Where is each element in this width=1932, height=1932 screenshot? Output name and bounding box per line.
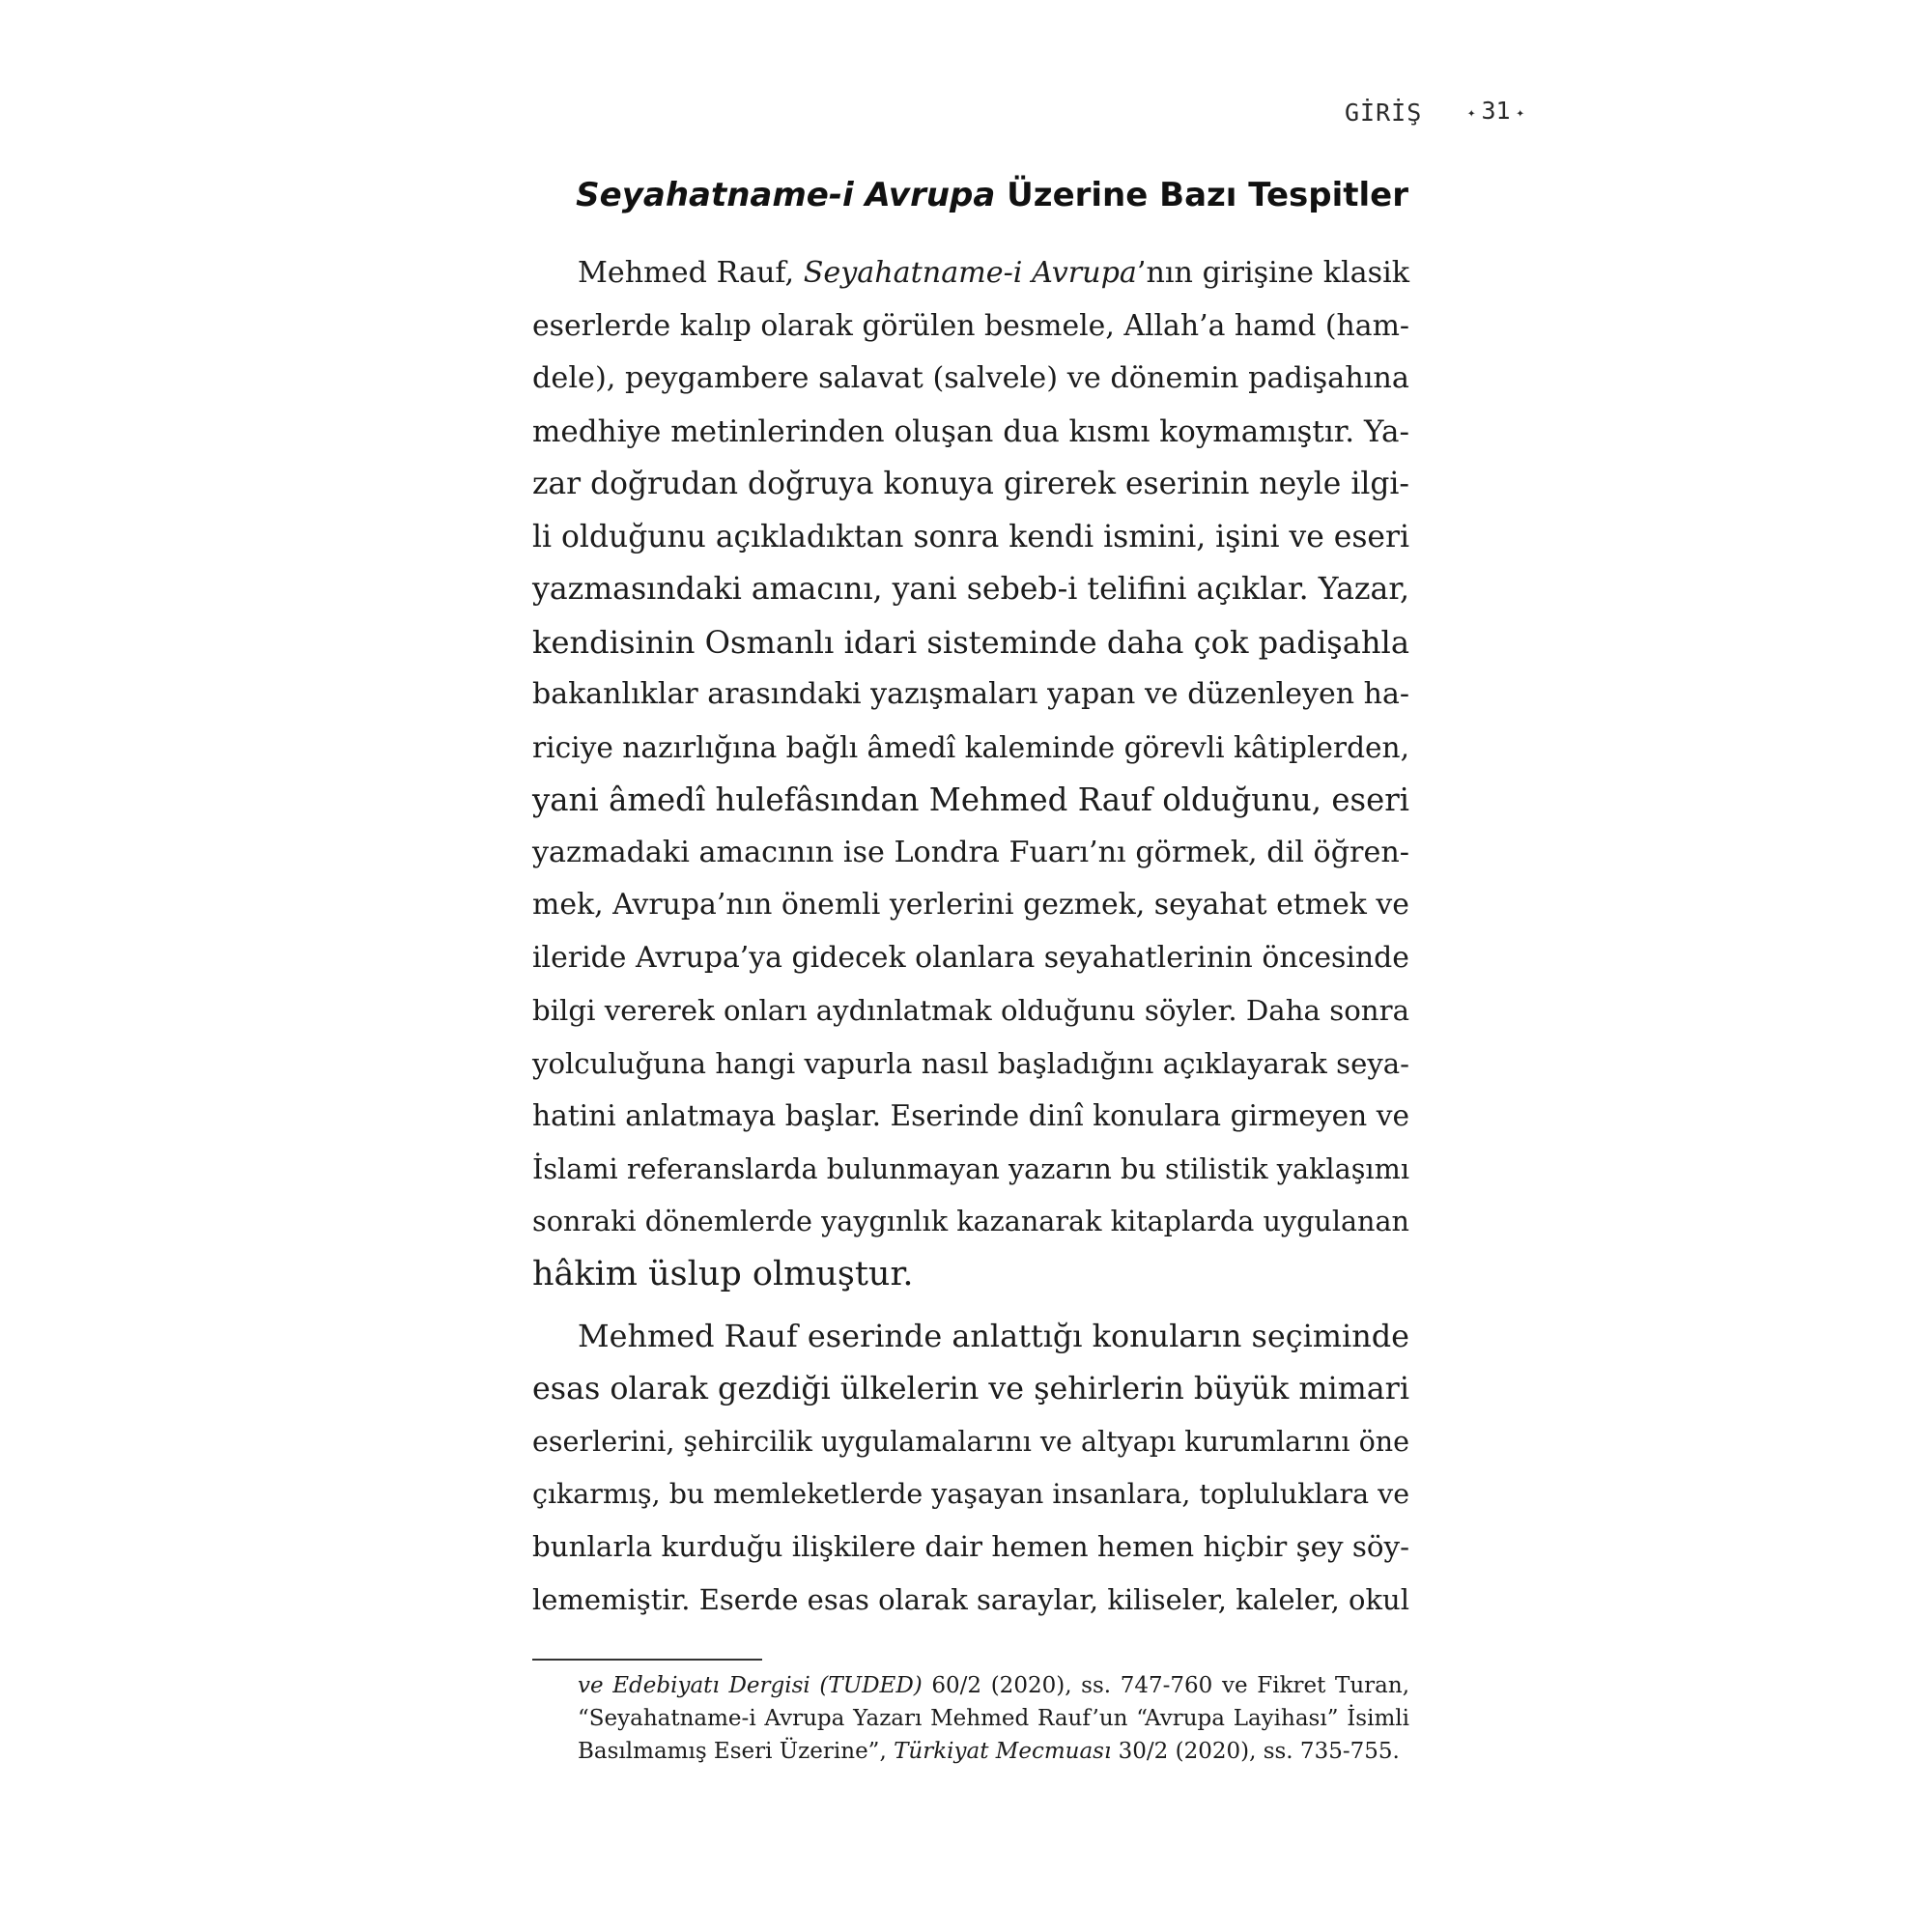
text-line: yolculuğuna hangi vapurla nasıl başladığını açıklayarak seya- (532, 1046, 1409, 1080)
footnote-line (578, 1669, 1409, 1702)
text-line: mek, Avrupa’nın önemli yerlerini gezmek, seyahat etmek ve (532, 888, 1409, 922)
text-line: İslami referanslarda bulunmayan yazarın bu stilistik yaklaşımı (532, 1151, 1409, 1185)
text-line (532, 247, 1409, 300)
footnote (578, 1669, 1409, 1768)
ornament-star-icon: ✦ (1516, 105, 1524, 121)
text-segment: Basılmamış Eseri Üzerine”, (578, 1739, 895, 1764)
paragraph-2 (532, 1310, 1409, 1626)
footnote-line (578, 1735, 1409, 1768)
running-header (1333, 95, 1565, 133)
text-line: yani âmedî hulefâsından Mehmed Rauf olduğunu, eseri (532, 781, 1409, 818)
body-text (532, 247, 1409, 1635)
text-line: riciye nazırlığına bağlı âmedî kaleminde görevli kâtiplerden, (532, 730, 1409, 764)
text-segment: ’nın girişine klasik (1136, 256, 1409, 290)
page-number: 31 (1481, 97, 1511, 125)
heading-rest: Üzerine Bazı Tespitler (995, 176, 1408, 214)
ornament-star-icon: ✦ (1467, 105, 1476, 121)
text-line: kendisinin Osmanlı idari sisteminde daha çok padişahla (532, 623, 1409, 661)
footnote-line: “Seyahatname-i Avrupa Yazarı Mehmed Rauf’un “Avrupa Layihası” İsimli (578, 1706, 1409, 1731)
header-section-title: GİRİŞ (1345, 99, 1423, 127)
text-line: eserlerde kalıp olarak görülen besmele, Allah’a hamd (ham- (532, 308, 1409, 343)
book-title-italic: Seyahatname-i Avrupa (803, 256, 1137, 290)
text-line: sonraki dönemlerde yaygınlık kazanarak kitaplarda uygulanan (532, 1205, 1409, 1237)
header-page-number-group (1462, 97, 1530, 125)
text-line: bunlarla kurduğu ilişkilere dair hemen hemen hiçbir şey söy- (532, 1530, 1409, 1563)
section-heading (522, 176, 1408, 214)
text-segment: 30/2 (2020), ss. 735-755. (1111, 1739, 1400, 1764)
text-line: medhiye metinlerinden oluşan dua kısmı koymamıştır. Ya- (532, 413, 1409, 449)
text-line: yazmasındaki amacını, yani sebeb-i telifini açıklar. Yazar, (532, 572, 1409, 607)
journal-title-italic: ve Edebiyatı Dergisi (TUDED) (578, 1673, 923, 1698)
text-line: hatini anlatmaya başlar. Eserinde dinî konulara girmeyen ve (532, 1098, 1409, 1132)
text-segment: Mehmed Rauf, (578, 256, 804, 290)
text-line: dele), peygambere salavat (salvele) ve dönemin padişahına (532, 361, 1409, 395)
text-line: Mehmed Rauf eserinde anlattığı konuların seçiminde (578, 1318, 1409, 1354)
text-segment: 60/2 (2020), ss. 747-760 ve Fikret Turan, (922, 1673, 1410, 1698)
paragraph-1 (532, 247, 1409, 1300)
text-line: bilgi vererek onları aydınlatmak olduğunu söyler. Daha sonra (532, 994, 1409, 1027)
text-line: esas olarak gezdiği ülkelerin ve şehirlerin büyük mimari (532, 1371, 1409, 1406)
text-line: li olduğunu açıkladıktan sonra kendi ismini, işini ve eseri (532, 519, 1409, 554)
text-line: çıkarmış, bu memleketlerde yaşayan insanlara, topluluklara ve (532, 1477, 1410, 1510)
text-line: yazmadaki amacının ise Londra Fuarı’nı görmek, dil öğren- (532, 835, 1409, 869)
text-line: zar doğrudan doğruya konuya girerek eserinin neyle ilgi- (532, 467, 1409, 501)
text-line: ileride Avrupa’ya gidecek olanlara seyahatlerinin öncesinde (532, 940, 1409, 975)
text-line: eserlerini, şehircilik uygulamalarını ve altyapı kurumlarını öne (532, 1425, 1410, 1458)
footnote-divider (532, 1659, 762, 1661)
text-line: lememiştir. Eserde esas olarak saraylar, kiliseler, kaleler, okul (532, 1582, 1409, 1616)
journal-title-italic: Türkiyat Mecmuası (894, 1739, 1112, 1764)
text-line: hâkim üslup olmuştur. (532, 1254, 914, 1293)
text-line: bakanlıklar arasındaki yazışmaları yapan ve düzenleyen ha- (532, 677, 1409, 711)
heading-italic-title: Seyahatname-i Avrupa (576, 176, 996, 214)
